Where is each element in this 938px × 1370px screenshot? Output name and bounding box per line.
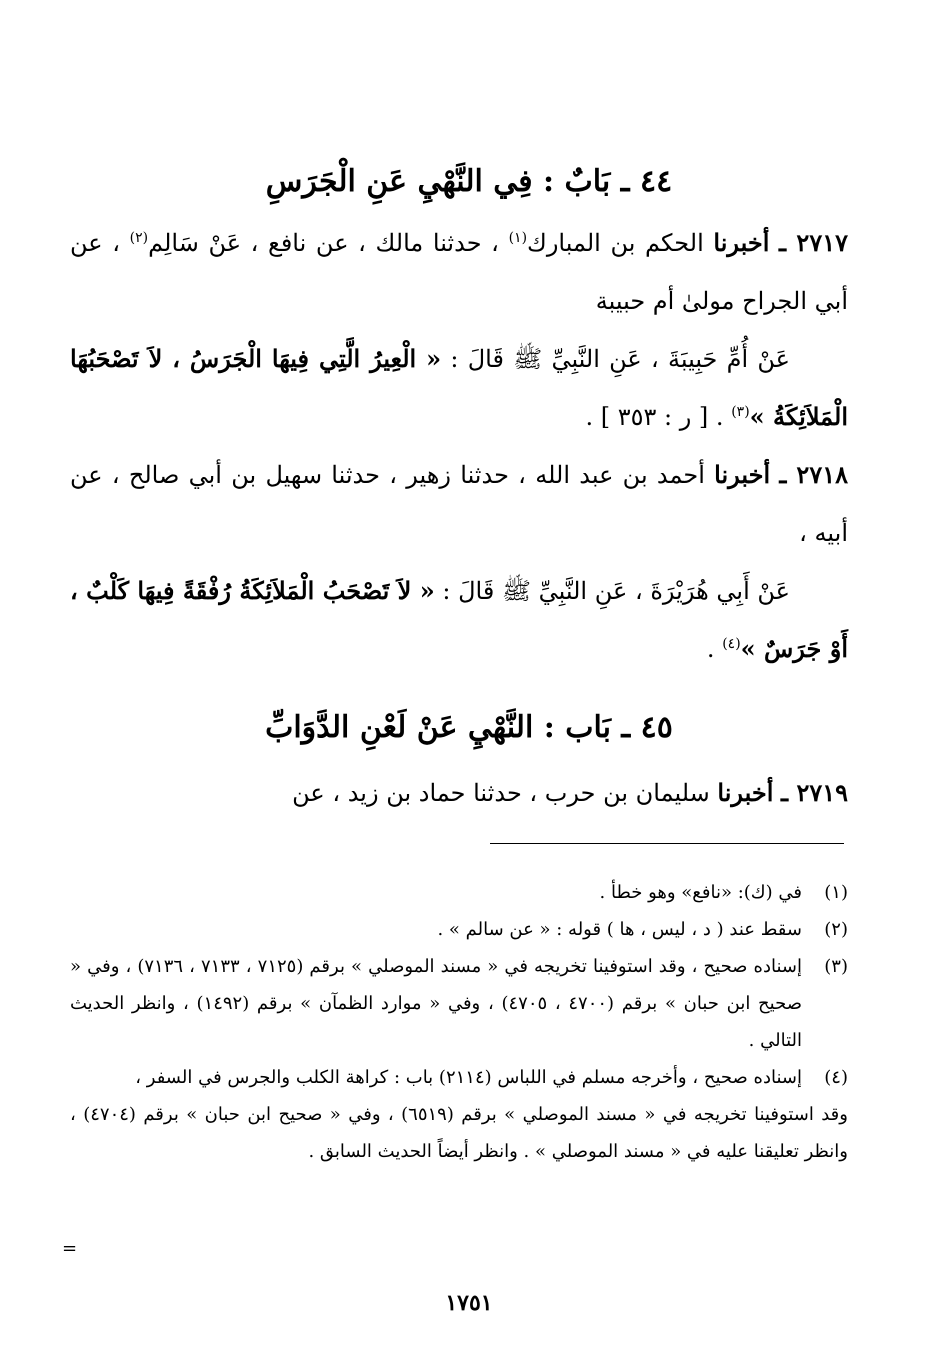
hadith-2718-matn: « لاَ تَصْحَبُ الْمَلاَئِكَةُ رُفْقَةً فِيهَا كَلْبٌ ، أَوْ جَرَسٌ »	[70, 576, 848, 663]
hadith-2717-isnad-part1: الحكم بن المبارك	[527, 229, 704, 257]
chapter-45-heading: ٤٥ ـ بَاب : النَّهْيِ عَنْ لَعْنِ الدَّوَابِّ	[265, 710, 673, 745]
footnote-text: إسناده صحيح ، وقد استوفينا تخريجه في « مسند الموصلي » برقم (٧١٢٥ ، ٧١٣٣ ، ٧١٣٦) ، وفي « صحيح ابن حبان » برقم (٤٧٠٠ ، ٤٧٠٥) ، وفي « موارد الظمآن » برقم (١٤٩٢) ، وانظر الحديث التالي .	[70, 956, 802, 1051]
footnote-ref-1[interactable]: (١)	[508, 230, 528, 246]
hadith-2718-number: ٢٧١٨ ـ	[779, 460, 848, 489]
hadith-2717-narrator: عَنْ أُمِّ حَبِيبَةَ ، عَنِ النَّبِيِّ ﷺ قَالَ :	[450, 345, 790, 373]
continuation-mark: =	[62, 1238, 78, 1259]
footnote-4	[70, 1059, 848, 1096]
footnote-2	[70, 911, 848, 948]
hadith-2719-lead: أخبرنا	[717, 778, 774, 807]
footnotes	[70, 874, 848, 1170]
hadith-2719-isnad	[70, 764, 848, 822]
hadith-2717-isnad-part2: ، حدثنا مالك ، عن نافع ، عَنْ سَالِم	[148, 229, 499, 257]
hadith-2719-number: ٢٧١٩ ـ	[781, 778, 848, 807]
hadith-2718-end: .	[706, 635, 715, 663]
footnote-text: إسناده صحيح ، وأخرجه مسلم في اللباس (٢١١٤) باب : كراهة الكلب والجرس في السفر ،	[135, 1067, 802, 1088]
hadith-2718-isnad-text: أحمد بن عبد الله ، حدثنا زهير ، حدثنا سهيل بن أبي صالح ، عن أبيه ،	[70, 461, 848, 547]
footnote-1	[70, 874, 848, 911]
hadith-2717-isnad	[70, 214, 848, 330]
footnote-text: سقط عند ( د ، ليس ، ها ) قوله : « عن سالم » .	[437, 919, 802, 940]
hadith-2717-isnad-part3: ، عن أبي الجراح مولىٰ أم حبيبة	[70, 229, 848, 315]
hadith-2717-matn: « الْعِيرُ الَّتِي فِيهَا الْجَرَسُ ، لاَ تَصْحَبُهَا الْمَلاَئِكَةُ »	[70, 344, 848, 431]
footnote-number: (٣)	[824, 956, 848, 977]
hadith-2717-reference: . [ ر : ٣٥٣ ] .	[585, 403, 724, 431]
footnote-text: في (ك): «نافع» وهو خطأ .	[599, 882, 802, 903]
hadith-2719-isnad-text: سليمان بن حرب ، حدثنا حماد بن زيد ، عن	[292, 779, 710, 807]
footnote-separator	[490, 843, 844, 844]
footnote-3	[70, 948, 848, 1059]
hadith-2718-isnad	[70, 446, 848, 562]
hadith-2717-lead: أخبرنا	[713, 228, 770, 257]
hadith-2718-lead: أخبرنا	[714, 460, 771, 489]
hadith-2717-text	[70, 330, 848, 446]
footnote-number: (١)	[824, 882, 848, 903]
chapter-44-heading: ٤٤ ـ بَابٌ : فِي النَّهْيِ عَنِ الْجَرَسِ	[265, 164, 673, 199]
footnote-ref-2[interactable]: (٢)	[129, 230, 149, 246]
footnote-ref-3[interactable]: (٣)	[731, 404, 750, 420]
page-number: ١٧٥١	[445, 1290, 493, 1316]
hadith-2718-narrator: عَنْ أَبِي هُرَيْرَةَ ، عَنِ النَّبِيِّ ﷺ قَالَ :	[442, 577, 790, 605]
hadith-2718-text	[70, 562, 848, 678]
footnote-ref-4[interactable]: (٤)	[722, 636, 741, 652]
footnote-number: (٤)	[824, 1067, 848, 1088]
footnote-number: (٢)	[824, 919, 848, 940]
hadith-2717-number: ٢٧١٧ ـ	[779, 228, 848, 257]
footnote-4-continuation: وقد استوفينا تخريجه في « مسند الموصلي » برقم (٦٥١٩) ، وفي « صحيح ابن حبان » برقم (٤٧٠٤) ، وانظر تعليقنا عليه في « مسند الموصلي » . وانظر أيضاً الحديث السابق .	[70, 1104, 848, 1162]
